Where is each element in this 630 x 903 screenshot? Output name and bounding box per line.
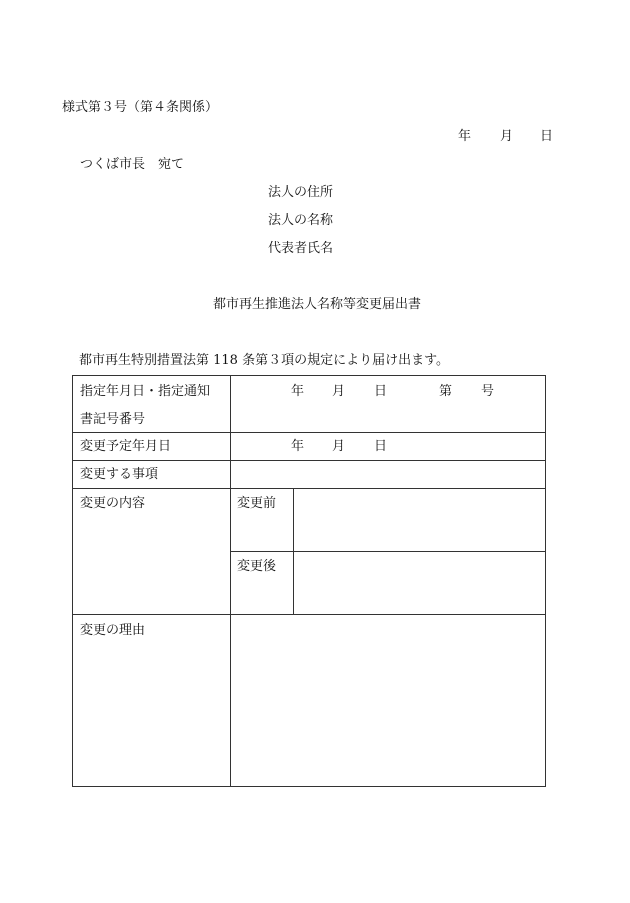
- form-table: [72, 375, 546, 787]
- addressee: つくば市長 宛て: [80, 157, 185, 172]
- row1-go-label: 号: [481, 384, 495, 399]
- table-row-divider: [73, 460, 545, 461]
- row1-month-label: 月: [332, 384, 346, 399]
- row1-day-label: 日: [374, 384, 388, 399]
- before-change-label: 変更前: [237, 496, 277, 511]
- document-title: 都市再生推進法人名称等変更届出書: [213, 297, 422, 312]
- statement: 都市再生特別措置法第 118 条第３項の規定により届け出ます。: [79, 353, 450, 368]
- planned-change-date-label: 変更予定年月日: [80, 439, 172, 454]
- applicant-address-label: 法人の住所: [268, 185, 334, 200]
- table-column-divider: [293, 488, 294, 614]
- table-row-divider: [73, 432, 545, 433]
- change-reason-label: 変更の理由: [80, 623, 146, 638]
- date-year-label: 年: [458, 129, 472, 144]
- row2-year-label: 年: [291, 439, 305, 454]
- change-content-label: 変更の内容: [80, 496, 146, 511]
- table-row-divider: [73, 488, 545, 489]
- row1-dai-label: 第: [439, 384, 453, 399]
- designation-number-label: 書記号番号: [80, 412, 146, 427]
- row1-year-label: 年: [291, 384, 305, 399]
- form-number: 様式第３号（第４条関係）: [62, 100, 219, 115]
- table-row-divider: [230, 551, 545, 552]
- table-column-divider: [230, 376, 231, 786]
- date-day-label: 日: [540, 129, 554, 144]
- applicant-name-label: 法人の名称: [268, 213, 334, 228]
- designation-date-label: 指定年月日・指定通知: [80, 384, 211, 399]
- date-month-label: 月: [500, 129, 514, 144]
- row2-month-label: 月: [332, 439, 346, 454]
- table-row-divider: [73, 614, 545, 615]
- after-change-label: 変更後: [237, 559, 277, 574]
- change-item-label: 変更する事項: [80, 467, 159, 482]
- row2-day-label: 日: [374, 439, 388, 454]
- representative-name-label: 代表者氏名: [268, 241, 334, 256]
